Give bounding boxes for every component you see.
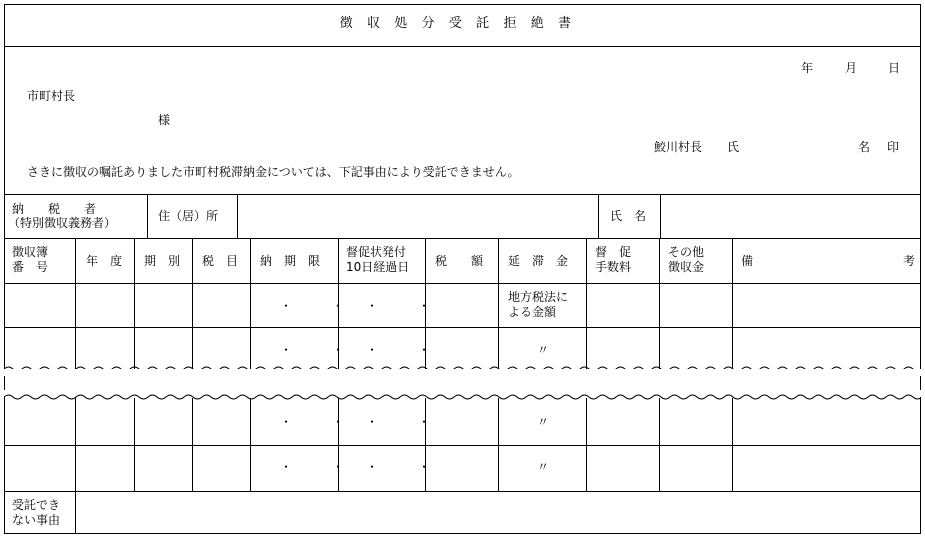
taxpayer-div-4: [660, 194, 661, 238]
form-title: 徴収処分受託拒絶書: [339, 16, 586, 31]
row2-delay: 〃: [537, 343, 550, 357]
hdr-fee-1: 督 促: [595, 245, 632, 259]
row1-due: ・ ・: [280, 299, 359, 313]
sender-name-label: 氏: [727, 140, 740, 154]
header-bottom-line: [4, 283, 921, 284]
hdr-item: 税 目: [202, 254, 239, 268]
hdr-notice-1: 督促状発付: [346, 245, 407, 259]
col-line-7: [498, 238, 499, 369]
honorific: 様: [158, 113, 171, 127]
row4-bottom-line: [4, 491, 921, 492]
row4-notice: ・ ・: [366, 460, 445, 474]
col-line-3: [192, 238, 193, 369]
taxpayer-label-1: 納 税 者: [12, 202, 97, 216]
sender-org: 鮫川村長: [654, 140, 703, 154]
row2-due: ・ ・: [280, 343, 359, 357]
sender-name-suffix: 名: [858, 140, 871, 154]
hdr-delay: 延 滞 金: [508, 254, 569, 268]
taxpayer-div-2: [237, 194, 238, 238]
col-line-10: [732, 238, 733, 369]
hdr-due: 納 期 限: [260, 254, 321, 268]
col-line-9: [659, 238, 660, 369]
hdr-remarks-left: 備: [741, 254, 754, 268]
hdr-period: 期 別: [144, 254, 181, 268]
row3-due: ・ ・: [280, 415, 359, 429]
seal-mark: 印: [887, 140, 900, 154]
reason-label-2: ない事由: [12, 513, 61, 527]
col-line-2: [134, 238, 135, 369]
hdr-other-1: その他: [668, 245, 705, 259]
taxpayer-div-1: [147, 194, 148, 238]
header-top-line: [4, 238, 921, 239]
addressee: 市町村長: [27, 89, 76, 103]
date-month: 月: [845, 61, 858, 75]
date-year: 年: [801, 61, 814, 75]
row3-notice: ・ ・: [366, 415, 445, 429]
row1-delay-2: よる金額: [508, 305, 557, 319]
hdr-no-2: 番 号: [12, 260, 49, 274]
row3-bottom-line: [4, 445, 921, 446]
row4-delay: 〃: [537, 460, 550, 474]
row4-due: ・ ・: [280, 460, 359, 474]
hdr-notice-2: 10日経過日: [346, 260, 410, 274]
col-line-4: [250, 238, 251, 369]
col-line-8: [586, 238, 587, 369]
row1-delay-1: 地方税法に: [508, 290, 569, 304]
row1-notice: ・ ・: [366, 299, 445, 313]
form-frame: [4, 4, 921, 534]
date-day: 日: [888, 61, 901, 75]
wave-break-lower: [4, 390, 921, 404]
taxpayer-div-3: [598, 194, 599, 238]
message-text: さきに徴収の嘱託ありました市町村税滞納金については、下記事由により受託できません。: [27, 165, 520, 179]
col-line-1b: [75, 398, 76, 534]
hdr-other-2: 徴収金: [668, 260, 705, 274]
reason-label-1: 受託でき: [12, 498, 61, 512]
row1-bottom-line: [4, 327, 921, 328]
name-label: 氏 名: [610, 209, 647, 223]
taxpayer-top-line: [4, 194, 921, 195]
address-label: 住（居）所: [158, 209, 219, 223]
title-divider: [4, 46, 921, 47]
hdr-fee-2: 手数料: [595, 260, 632, 274]
wave-break-upper: [4, 362, 921, 376]
hdr-no-1: 徴収簿: [12, 245, 49, 259]
col-line-1: [75, 238, 76, 369]
taxpayer-label-2: （特別徴収義務者）: [8, 216, 117, 230]
hdr-year: 年 度: [86, 254, 123, 268]
row2-notice: ・ ・: [366, 343, 445, 357]
hdr-remarks-right: 考: [903, 254, 916, 268]
hdr-amount: 税 額: [435, 254, 484, 268]
row3-delay: 〃: [537, 415, 550, 429]
